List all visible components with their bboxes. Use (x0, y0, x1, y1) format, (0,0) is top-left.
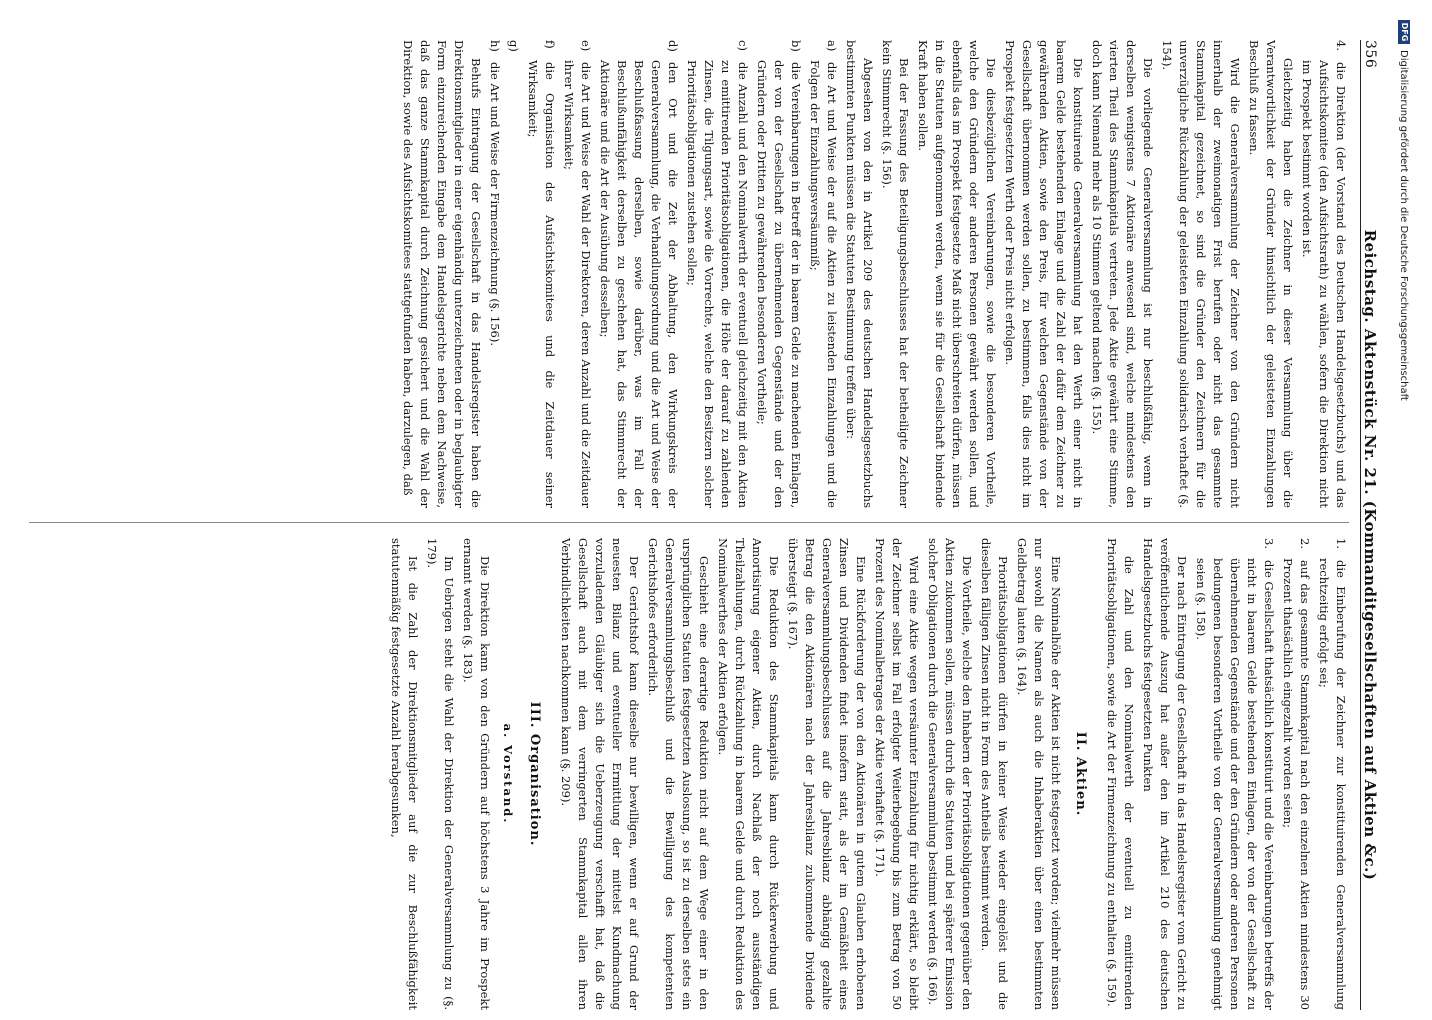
item-marker: e) (579, 40, 593, 52)
column-divider (29, 522, 1349, 523)
enumerated-paragraph (753, 40, 804, 508)
item-text: die Einberufung der Zeichner zur konstituirenden Generalversammlung rechtzeitig erfolgt sei; (1317, 558, 1348, 1010)
item-text: die Anzahl und den Nominalwerth der eventuell gleichzeitig mit den Aktien zu emittirenden Prioritätsobligationen, die Höhe der darauf zu zahlenden Zinsen, die Tilgungsart, sowie die Vorrechte, welche den Besitzern solcher Prioritätsobligationen zustehen sollen; (685, 60, 750, 508)
page-number: 356 (1362, 40, 1378, 69)
body-paragraph: Die diesbezüglichen Vereinbarungen, sowie die besonderen Vortheile, welche den Gründern oder anderen Personen gewährt werden sollen, und ebenfalls das im Prospekt festgesetzte Maß nicht überschreiten dürfen, müssen in die Statuten aufgenommen werden, wenn sie für die Gesellschaft bindende Kraft haben sollen. (916, 40, 998, 508)
item-marker: 4. (1334, 40, 1348, 51)
item-marker: g) (507, 40, 521, 52)
running-title: Reichstag. Aktenstück Nr. 21. (Kommanditgesellschaften auf Aktien &c.) (1361, 229, 1379, 881)
item-text: den Ort und die Zeit der Abhaltung, den Wirkungskreis der Generalversammlung, die Verhandlungsordnung und die Art und Weise der Beschlußfassung derselben, sowie darüber, was im Fall der Beschlußunfähigkeit derselben zu geschehen hat, das Stimmrecht der Aktionäre und die Art der Ausübung desselben; (598, 60, 680, 508)
body-paragraph: Prioritätsobligationen dürfen in keiner Weise wieder eingelöst und die dieselben fälligen Zinsen nicht in Form des Antheils bestimmt werden. (979, 538, 1010, 1010)
body-paragraph: Wird eine Aktie wegen versäumter Einzahlung für nichtig erklärt, so bleibt der Zeichner selbst im Fall erfolgter Weiterbegebung bis zum Betrag von 50 Prozent des Nominalbetrages der Aktie verhaftet (§. 171). (873, 538, 921, 1010)
item-text: die Art und Weise der Wahl der Direktoren, deren Anzahl und die Zeitdauer ihrer Wirksamkeit; (562, 60, 593, 508)
body-paragraph: Die vorliegende Generalversammlung ist nur beschlußfähig, wenn in derselben wenigstens 7 Aktionäre anwesend sind, welche mindestens den vierten Theil des Stammkapitals vertreten. Jede Aktie gewährt eine Stimme, doch kann Niemand mehr als 10 Stimmen geltend machen (§. 155). (1090, 40, 1155, 508)
body-paragraph: Eine Nominalhöhe der Aktien ist nicht festgesetzt worden; vielmehr müssen nur sowohl die Namen als auch die Inhaberaktien über einen bestimmten Geldbetrag lauten (§. 164). (1015, 538, 1063, 1010)
enumerated-paragraph (486, 40, 503, 508)
item-marker: 1. (1334, 538, 1348, 549)
digitization-footer (1396, 20, 1412, 1020)
rotated-document-page (15, 40, 1395, 1010)
item-marker: b) (789, 40, 803, 52)
section-heading: II. Aktien. (1073, 731, 1088, 817)
enumerated-paragraph (560, 40, 594, 508)
body-paragraph: Die Reduktion des Stammkapitals kann durch Rückerwerbung und Amortisirung eigener Aktien, durch Nachlaß der noch ausständigen Theilzahlungen, durch Rückzahlung in baarem Gelde und durch Reduktion des Nominalwerthes der Aktien erfolgen. (716, 538, 781, 1010)
item-marker: f) (543, 40, 557, 49)
body-paragraph: Abgesehen von den in Artikel 209 des deutschen Handelsgesetzbuchs bestimmten Punkten müssen die Statuten Bestimmung treffen über: (844, 40, 875, 508)
item-text: die Art und Weise der auf die Aktien zu leistenden Einzahlungen und die Folgen der Einzahlungsversäumniß; (808, 60, 839, 508)
enumerated-paragraph (1192, 538, 1277, 1010)
right-text-column (29, 538, 1349, 1010)
enumerated-paragraph (1279, 538, 1313, 1010)
body-paragraph: Gleichzeitig haben die Zeichner in dieser Versammlung über die Verantwortlichkeit der Gründer hinsichtlich der geleisteten Einzahlungen Beschluß zu fassen. (1247, 40, 1295, 508)
body-paragraph: die Zahl und den Nominalwerth der eventuell zu emittirenden Prioritätsobligationen, sowie die Art der Firmenzeichnung zu enthalten (§. 159). (1105, 538, 1136, 1010)
body-paragraph: Geschieht eine derartige Reduktion nicht auf dem Wege einer in den ursprünglichen Statuten festgesetzten Auslosung, so ist zu derselben stets ein Generalversammlungsbeschluß und die Bewilligung des kompetenten Gerichtshofes erforderlich. (646, 538, 711, 1010)
page-header (1360, 40, 1395, 1010)
enumerated-paragraph (596, 40, 681, 508)
subsection-heading: a. Vorstand. (501, 723, 515, 825)
body-paragraph: Behufs Eintragung der Gesellschaft in das Handelsregister haben die Direktionsmitglieder in einer eigenhändig unterzeichneten oder in beglaubigter Form einzureichenden Eingabe dem Handelsgerichte neben dem Nachweise, daß das ganze Stammkapital durch Zeichnung gesichert und die Wahl der Direktion, sowie des Aufsichtskomitees stattgefunden haben, darzulegen, daß (401, 40, 483, 508)
enumerated-paragraph (806, 40, 840, 508)
item-marker: 2. (1298, 538, 1312, 549)
body-paragraph: Die konstituirende Generalversammlung hat den Werth einer nicht in baarem Gelde bestehenden Einlage und die Zahl der dafür dem Zeichner zu gewährenden Aktien, sowie den Preis, für welchen Gegenstände von der Gesellschaft übernommen werden sollen, zu bestimmen, falls dies nicht im Prospekt festgesetzten Werth oder Preis nicht erfolgen. (1003, 40, 1085, 508)
body-paragraph: Ist die Zahl der Direktionsmitglieder auf die zur Beschlußfähigkeit statutenmäßig festgesetzte Anzahl herabgesunken, (389, 538, 420, 1010)
body-paragraph: Eine Rückforderung der von den Aktionären in gutem Glauben erhobenen Zinsen und Dividenden findet insofern statt, als der im Gemäßheit eines Generalversammlungsbeschlusses auf die Jahresbilanz abhängig gezahlte Betrag die den Aktionären nach der Jahresbilanz zukommende Dividende übersteigt (§. 167). (786, 538, 868, 1010)
enumerated-paragraph (505, 40, 522, 508)
item-text: auf das gesammte Stammkapital nach den einzelnen Aktien mindestens 30 Prozent thatsächlich eingezahlt worden seien; (1281, 558, 1312, 1010)
dfg-logo-icon: DFG (1398, 20, 1410, 44)
body-paragraph: Der Gerichtshof kann dieselbe nur bewilligen, wenn er auf Grund der neuesten Bilanz und eventueller Ermittlung der mittelst Kundmachung vorzuladenden Gläubiger sich die Ueberzeugung verschafft hat, daß die Gesellschaft auch mit dem verringerten Stammkapital allen ihren Verbindlichkeiten nachkommen kann (§. 209). (559, 538, 641, 1010)
body-paragraph: Im Uebrigen steht die Wahl der Direktion der Generalversammlung zu (§. 179). (425, 538, 456, 1010)
item-text: die Direktion (der Vorstand des Deutschen Handelsgesetzbuchs) und das Aufsichtskomitee (den Aufsichtsrath) zu wählen, sofern die Direktion nicht im Prospekt bestimmt worden ist. (1300, 60, 1348, 508)
body-paragraph: Wird die Generalversammlung der Zeichner von den Gründern nicht innerhalb der zweimonatigen Frist berufen oder nicht das gesammte Stammkapital gezeichnet, so sind die Gründer den Zeichnern für die unverzügliche Rückzahlung der geleisteten Einzahlung solidarisch verhaftet (§. 154). (1160, 40, 1242, 508)
item-marker: a) (825, 40, 839, 52)
item-text: die Gesellschaft thatsächlich konstituirt und die Vereinbarungen betreffs der nicht in baarem Gelde bestehenden Einlagen, der von der Gesellschaft zu übernehmenden Gegenstände und der den Gründern oder anderen Personen bedungenen besonderen Vortheile von der Generalversammlung genehmigt seien (§. 158). (1194, 558, 1276, 1010)
body-paragraph: Die Direktion kann von den Gründern auf höchstens 3 Jahre im Prospekt ernannt werden (§. 183). (461, 538, 492, 1010)
body-paragraph: Bei der Fassung des Beteiligungsbeschlusses hat der betheiligte Zeichner kein Stimmrecht (§. 156). (880, 40, 911, 508)
item-text: die Vereinbarungen in Betreff der in baarem Gelde zu machenden Einlagen, der von der Gesellschaft zu übernehmenden Gegenstände und der den Gründern oder Dritten zu gewährenden besonderen Vortheile; (755, 60, 803, 508)
enumerated-paragraph (1298, 40, 1349, 508)
item-marker: 3. (1262, 538, 1276, 549)
enumerated-paragraph (524, 40, 558, 508)
item-marker: c) (736, 40, 750, 51)
footer-text: Digitalisierung gefördert durch die Deutsche Forschungsgemeinschaft (1398, 50, 1410, 401)
enumerated-paragraph (1315, 538, 1349, 1010)
enumerated-paragraph (683, 40, 751, 508)
body-paragraph: Die Vortheile, welche den Inhabern der Prioritätsobligationen gegenüber den Aktien zukommen sollen, müssen durch die Statuten und bei späterer Emission solcher Obligationen durch die Generalversammlung bestimmt werden (§. 166). (926, 538, 974, 1010)
item-marker: d) (666, 40, 680, 52)
body-paragraph: Der nach Eintragung der Gesellschaft in das Handelsregister vom Gericht zu veröffentlichende Auszug hat außer den im Artikel 210 des deutschen Handelsgesetzbuchs festgesetzten Punkten (1141, 538, 1189, 1010)
item-marker: h) (488, 40, 502, 52)
section-heading: III. Organisation. (527, 701, 542, 847)
item-text: die Organisation des Aufsichtskomitees und die Zeitdauer seiner Wirksamkeit; (526, 60, 557, 508)
item-text: die Art und Weise der Firmenzeichnung (§. 156). (488, 62, 502, 346)
left-text-column (29, 40, 1349, 508)
